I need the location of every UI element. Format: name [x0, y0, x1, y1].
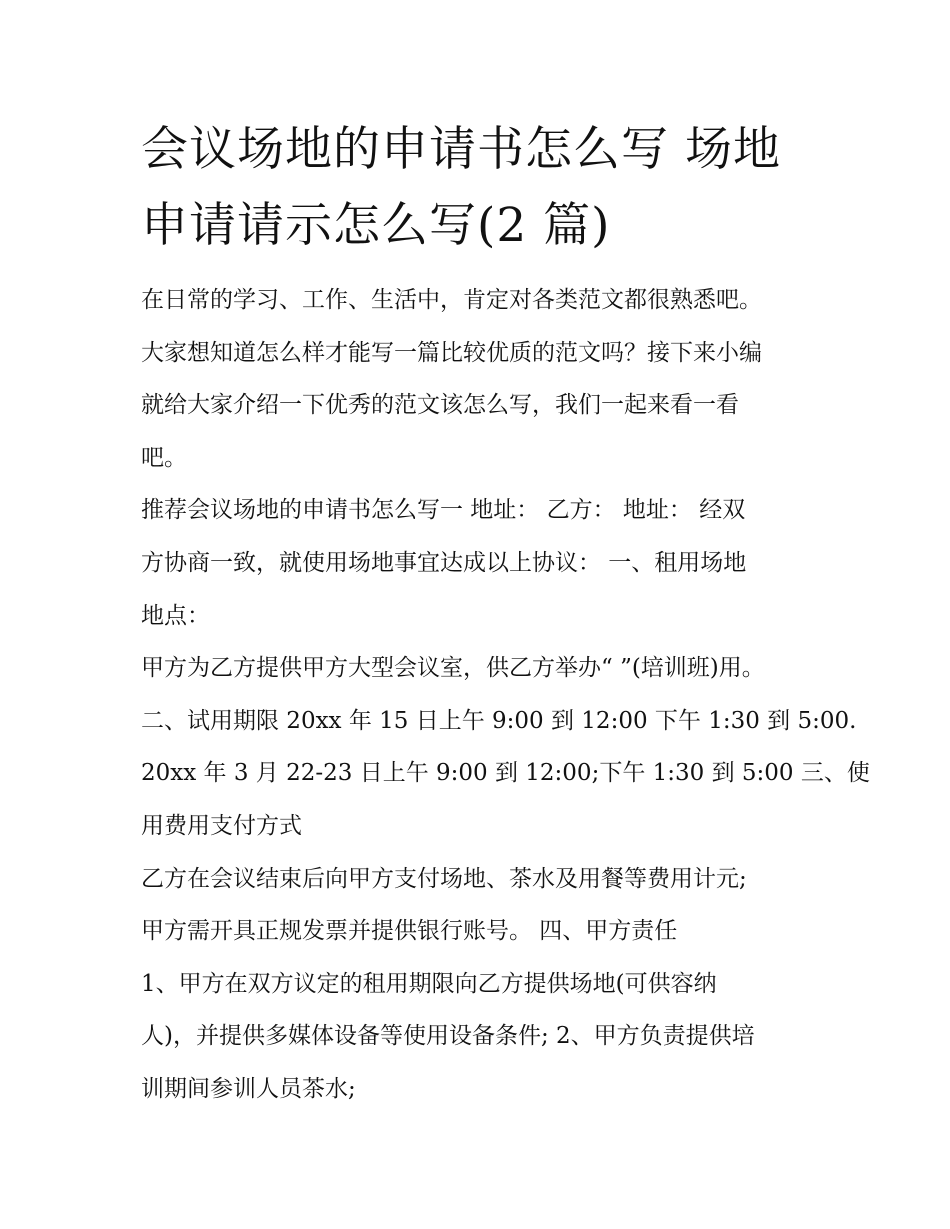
text-line: 人)，并提供多媒体设备等使用设备条件; 2、甲方负责提供培 — [141, 1023, 755, 1050]
text-line: 二、试用期限 20xx 年 15 日上午 9:00 到 12:00 下午 1:30 到 5:00. — [141, 707, 857, 734]
text-line: 乙方在会议结束后向甲方支付场地、茶水及用餐等费用计元; — [141, 865, 747, 892]
text-line: 1、甲方在双方议定的租用期限向乙方提供场地(可供容纳 — [141, 970, 717, 997]
text-line: 甲方为乙方提供甲方大型会议室，供乙方举办“ ”(培训班)用。 — [141, 655, 765, 682]
text-line: 用费用支付方式 — [141, 812, 302, 839]
text-line: 就给大家介绍一下优秀的范文该怎么写，我们一起来看一看 — [141, 392, 739, 419]
text-line: 训期间参训人员茶水; — [141, 1075, 356, 1102]
title-line: 申请请示怎么写(2 篇) — [141, 198, 611, 253]
text-line: 地点： — [141, 602, 210, 629]
text-line: 方协商一致，就使用场地事宜达成以上协议： 一、租用场地 — [141, 549, 747, 576]
text-line: 在日常的学习、工作、生活中，肯定对各类范文都很熟悉吧。 — [141, 287, 762, 313]
text-line: 20xx 年 3 月 22-23 日上午 9:00 到 12:00;下午 1:30 到 5:00 三、使 — [141, 760, 870, 787]
venue-term-paragraph — [141, 642, 870, 852]
text-line: 大家想知道怎么样才能写一篇比较优质的范文吗？接下来小编 — [141, 339, 762, 366]
responsibility-paragraph — [141, 958, 821, 1116]
agreement-intro-paragraph — [141, 484, 821, 642]
title-line: 会议场地的申请书怎么写 场地 — [141, 122, 781, 177]
document-title — [141, 112, 821, 264]
payment-paragraph — [141, 853, 821, 958]
document-body — [141, 274, 870, 1116]
intro-paragraph — [141, 274, 821, 484]
text-line: 吧。 — [141, 444, 187, 471]
text-line: 甲方需开具正规发票并提供银行账号。 四、甲方责任 — [141, 918, 678, 945]
text-line: 推荐会议场地的申请书怎么写一 地址： 乙方： 地址： 经双 — [141, 497, 746, 524]
